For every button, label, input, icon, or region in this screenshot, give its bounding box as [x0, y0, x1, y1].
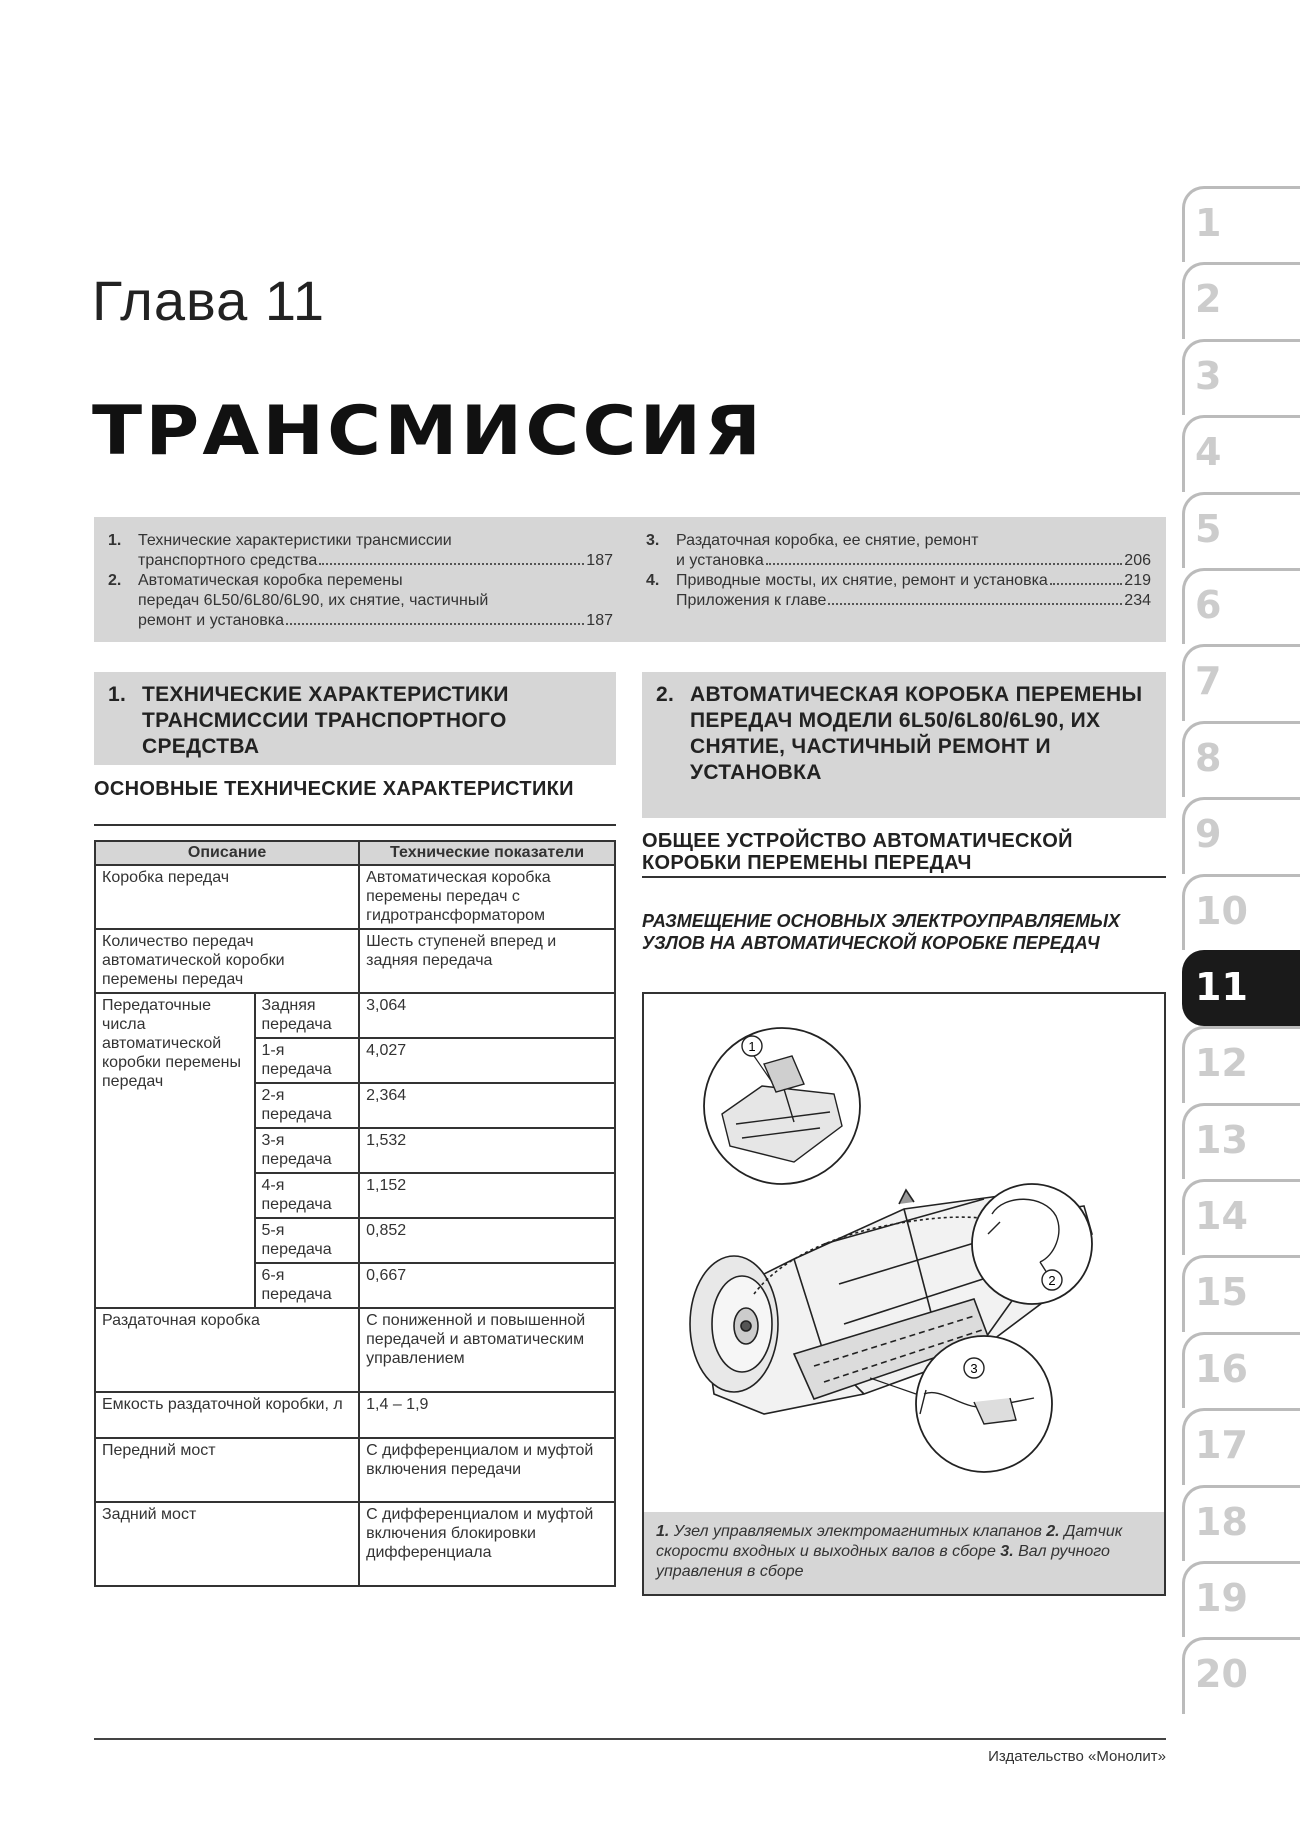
chapter-contents [94, 517, 1166, 642]
toc-item-text: ремонт и установка [138, 612, 285, 629]
table-cell: 0,667 [359, 1263, 615, 1308]
toc-page-number: 206 [1124, 552, 1151, 569]
section-number: 1. [108, 683, 127, 706]
column-header: Технические показатели [359, 841, 615, 865]
table-row [95, 1502, 615, 1586]
caption-text: Датчик скорости входных и выходных валов в сборе [656, 1523, 1123, 1560]
chapter-tab-7[interactable]: 7 [1182, 644, 1300, 720]
toc-item-text: Приложения к главе [676, 592, 827, 609]
toc-column-left [108, 531, 613, 631]
table-cell: 2-я передача [255, 1083, 360, 1128]
caption-number: 2. [1046, 1523, 1060, 1540]
table-cell: 4,027 [359, 1038, 615, 1083]
toc-item[interactable] [646, 531, 1151, 571]
chapter-tab-13[interactable]: 13 [1182, 1103, 1300, 1179]
section-1-subheading: ОСНОВНЫЕ ТЕХНИЧЕСКИЕ ХАРАКТЕРИСТИКИ [94, 778, 616, 826]
section-title: АВТОМАТИЧЕСКАЯ КОРОБКА ПЕРЕМЕНЫ ПЕРЕДАЧ МОДЕЛИ 6L50/6L80/6L90, ИХ СНЯТИЕ, ЧАСТИЧНЫЙ РЕМОНТ И УСТАНОВКА [690, 683, 1143, 784]
toc-item-text: Приводные мосты, их снятие, ремонт и установка [676, 572, 1048, 589]
table-row [95, 1392, 615, 1438]
chapter-title: ТРАНСМИССИЯ [92, 392, 765, 471]
toc-item[interactable] [108, 571, 613, 631]
callout-label: 2 [1048, 1273, 1056, 1288]
chapter-tab-3[interactable]: 3 [1182, 339, 1300, 415]
toc-item-number: 2. [108, 572, 122, 589]
chapter-label: Глава 11 [92, 269, 325, 332]
callout-label: 3 [970, 1361, 978, 1376]
chapter-tab-20[interactable]: 20 [1182, 1637, 1300, 1713]
caption-number: 3. [1000, 1543, 1014, 1560]
detail-callout-1 [704, 1028, 860, 1184]
chapter-tab-15[interactable]: 15 [1182, 1255, 1300, 1331]
chapter-tab-9[interactable]: 9 [1182, 797, 1300, 873]
chapter-tab-5[interactable]: 5 [1182, 492, 1300, 568]
table-cell: 1-я передача [255, 1038, 360, 1083]
section-1-heading [94, 672, 616, 765]
toc-item-text: передач 6L50/6L80/6L90, их снятие, частичный [138, 592, 489, 609]
table-row [95, 929, 615, 993]
publisher-name: Издательство «Монолит» [988, 1748, 1166, 1765]
chapter-tab-16[interactable]: 16 [1182, 1332, 1300, 1408]
footer-divider [94, 1738, 1166, 1740]
toc-page-number: 187 [586, 612, 613, 629]
table-cell: Емкость раздаточной коробки, л [95, 1392, 359, 1438]
chapter-tab-1[interactable]: 1 [1182, 186, 1300, 262]
table-cell: 2,364 [359, 1083, 615, 1128]
figure-title: РАЗМЕЩЕНИЕ ОСНОВНЫХ ЭЛЕКТРОУПРАВЛЯЕМЫХ УЗЛОВ НА АВТОМАТИЧЕСКОЙ КОРОБКЕ ПЕРЕДАЧ [642, 911, 1121, 953]
transmission-illustration [644, 994, 1164, 1512]
table-cell: Задняя передача [255, 993, 360, 1038]
toc-page-number: 187 [586, 552, 613, 569]
toc-column-right [646, 531, 1151, 611]
table-cell: 3,064 [359, 993, 615, 1038]
caption-text: Вал ручного управления в сборе [656, 1543, 1110, 1580]
table-cell: 1,152 [359, 1173, 615, 1218]
toc-item[interactable] [646, 591, 1151, 611]
chapter-tab-14[interactable]: 14 [1182, 1179, 1300, 1255]
toc-item-text: транспортного средства [138, 552, 318, 569]
table-cell: С дифференциалом и муфтой включения блокировки дифференциала [359, 1502, 615, 1586]
section-2-subheading: ОБЩЕЕ УСТРОЙСТВО АВТОМАТИЧЕСКОЙ КОРОБКИ ПЕРЕМЕНЫ ПЕРЕДАЧ [642, 830, 1166, 878]
table-cell: Раздаточная коробка [95, 1308, 359, 1392]
chapter-tab-2[interactable]: 2 [1182, 262, 1300, 338]
table-cell: С дифференциалом и муфтой включения передачи [359, 1438, 615, 1502]
toc-item-number: 4. [646, 572, 660, 589]
spec-table [94, 840, 616, 1587]
table-cell: С пониженной и повышенной передачей и автоматическим управлением [359, 1308, 615, 1392]
table-cell: 4-я передача [255, 1173, 360, 1218]
table-header-row [95, 841, 615, 865]
toc-item-text: Технические характеристики трансмиссии [138, 532, 452, 549]
section-title: ТЕХНИЧЕСКИЕ ХАРАКТЕРИСТИКИ ТРАНСМИССИИ ТРАНСПОРТНОГО СРЕДСТВА [142, 683, 509, 758]
table-cell: 1,532 [359, 1128, 615, 1173]
table-row [95, 993, 615, 1038]
toc-item[interactable] [108, 531, 613, 571]
toc-item[interactable] [646, 571, 1151, 591]
callout-label: 1 [748, 1039, 756, 1054]
toc-item-number: 1. [108, 532, 122, 549]
chapter-tab-4[interactable]: 4 [1182, 415, 1300, 491]
table-cell: 0,852 [359, 1218, 615, 1263]
caption-number: 1. [656, 1523, 670, 1540]
caption-text: Узел управляемых электромагнитных клапанов [673, 1523, 1042, 1540]
table-cell: Передаточные числа автоматической коробки перемены передач [95, 993, 255, 1308]
detail-callout-2 [972, 1184, 1092, 1304]
table-cell: Шесть ступеней вперед и задняя передача [359, 929, 615, 993]
toc-item-text: и установка [676, 552, 764, 569]
toc-page-number: 234 [1124, 592, 1151, 609]
column-header: Описание [95, 841, 359, 865]
chapter-tab-17[interactable]: 17 [1182, 1408, 1300, 1484]
transmission-figure [642, 992, 1166, 1596]
chapter-tabs [1182, 186, 1300, 1714]
chapter-tab-19[interactable]: 19 [1182, 1561, 1300, 1637]
toc-page-number: 219 [1124, 572, 1151, 589]
table-cell: Автоматическая коробка перемены передач с гидротрансформатором [359, 865, 615, 929]
chapter-tab-18[interactable]: 18 [1182, 1485, 1300, 1561]
chapter-tab-10[interactable]: 10 [1182, 874, 1300, 950]
toc-item-number: 3. [646, 532, 660, 549]
table-row [95, 1308, 615, 1392]
toc-item-text: Раздаточная коробка, ее снятие, ремонт [676, 532, 979, 549]
table-cell: Задний мост [95, 1502, 359, 1586]
chapter-tab-12[interactable]: 12 [1182, 1026, 1300, 1102]
section-2-heading [642, 672, 1166, 818]
table-row [95, 865, 615, 929]
chapter-tab-11[interactable]: 11 [1182, 950, 1300, 1026]
table-cell: 5-я передача [255, 1218, 360, 1263]
table-cell: 6-я передача [255, 1263, 360, 1308]
toc-item-number [646, 591, 676, 611]
section-number: 2. [656, 683, 675, 706]
toc-item-text: Автоматическая коробка перемены [138, 572, 403, 589]
chapter-tab-6[interactable]: 6 [1182, 568, 1300, 644]
table-cell: 1,4 – 1,9 [359, 1392, 615, 1438]
figure-caption [644, 1512, 1164, 1594]
table-cell: 3-я передача [255, 1128, 360, 1173]
table-cell: Передний мост [95, 1438, 359, 1502]
table-row [95, 1438, 615, 1502]
chapter-tab-8[interactable]: 8 [1182, 721, 1300, 797]
table-cell: Коробка передач [95, 865, 359, 929]
table-cell: Количество передач автоматической коробки перемены передач [95, 929, 359, 993]
